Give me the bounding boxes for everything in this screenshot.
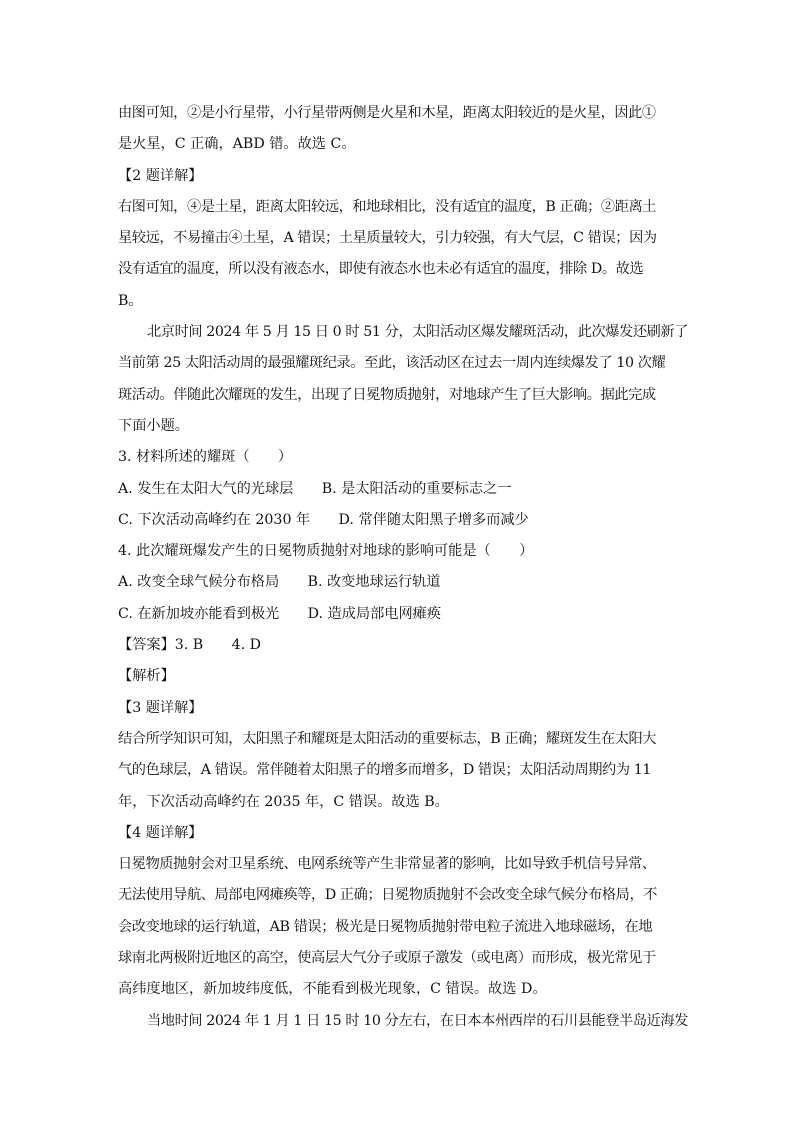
q4-detail-line-4: 球南北两极附近地区的高空，使高层大气分子或原子激发（或电离）而形成，极光常见于 — [118, 950, 656, 967]
material-line-2: 当前第 25 太阳活动周的最强耀斑纪录。至此，该活动区在过去一周内连续爆发了 10 次耀 — [118, 355, 666, 372]
q4-detail-line-2: 无法使用导航、局部电网瘫痪等，D 正确；日冕物质抛射不会改变全球气候分布格局，不 — [118, 887, 658, 904]
q2-detail-line-4: B。 — [118, 292, 143, 309]
question-4-options-cd: C. 在新加坡亦能看到极光 D. 造成局部电网瘫痪 — [118, 605, 442, 622]
question-4-options-ab: A. 改变全球气候分布格局 B. 改变地球运行轨道 — [118, 574, 441, 591]
q3-detail-line-3: 年，下次活动高峰约在 2035 年，C 错误。故选 B。 — [118, 793, 449, 810]
q4-detail-line-5: 高纬度地区，新加坡纬度低，不能看到极光现象，C 错误。故选 D。 — [118, 981, 547, 998]
q4-detail-line-1: 日冕物质抛射会对卫星系统、电网系统等产生非常显著的影响，比如导致手机信号异常、 — [118, 856, 656, 873]
q4-detail-line-3: 会改变地球的运行轨道，AB 错误；极光是日冕物质抛射带电粒子流进入地球磁场，在地 — [118, 918, 653, 935]
question-3-options-cd: C. 下次活动高峰约在 2030 年 D. 常伴随太阳黑子增多而减少 — [118, 511, 529, 528]
question-4-stem: 4. 此次耀斑爆发产生的日冕物质抛射对地球的影响可能是（ ） — [118, 543, 534, 560]
answer-line: 【答案】3. B 4. D — [118, 637, 262, 654]
material-line-1: 北京时间 2024 年 5 月 15 日 0 时 51 分，太阳活动区爆发耀斑活动，此次爆发还刷新了 — [147, 324, 688, 341]
explanation-line-2: 是火星，C 正确，ABD 错。故选 C。 — [118, 136, 356, 153]
q2-detail-line-3: 没有适宜的温度，所以没有液态水，即使有液态水也未必有适宜的温度，排除 D。故选 — [118, 261, 644, 278]
analysis-heading: 【解析】 — [118, 668, 175, 685]
material-line-4: 下面小题。 — [118, 417, 189, 434]
material-line-3: 斑活动。伴随此次耀斑的发生，出现了日冕物质抛射，对地球产生了巨大影响。据此完成 — [118, 386, 656, 403]
q2-detail-line-2: 星较远，不易撞击④土星，A 错误；土星质量较大，引力较强，有大气层，C 错误；因为 — [118, 230, 657, 247]
q4-detail-heading: 【4 题详解】 — [118, 824, 203, 841]
question-3-options-ab: A. 发生在太阳大气的光球层 B. 是太阳活动的重要标志之一 — [118, 480, 512, 497]
q3-detail-heading: 【3 题详解】 — [118, 699, 203, 716]
q2-detail-heading: 【2 题详解】 — [118, 167, 203, 184]
q3-detail-line-2: 气的色球层，A 错误。常伴随着太阳黑子的增多而增多，D 错误；太阳活动周期约为 11 — [118, 762, 651, 779]
next-material-line-1: 当地时间 2024 年 1 月 1 日 15 时 10 分左右，在日本本州西岸的石川县能登半岛近海发 — [147, 1012, 688, 1029]
q2-detail-line-1: 右图可知，④是土星，距离太阳较远，和地球相比，没有适宜的温度，B 正确；②距离土 — [118, 198, 657, 215]
document-page — [118, 98, 688, 1037]
q3-detail-line-1: 结合所学知识可知，太阳黑子和耀斑是太阳活动的重要标志，B 正确；耀斑发生在太阳大 — [118, 730, 657, 747]
explanation-line-1: 由图可知，②是小行星带，小行星带两侧是火星和木星，距离太阳较近的是火星，因此① — [118, 105, 656, 121]
question-3-stem: 3. 材料所述的耀斑（ ） — [118, 449, 293, 466]
